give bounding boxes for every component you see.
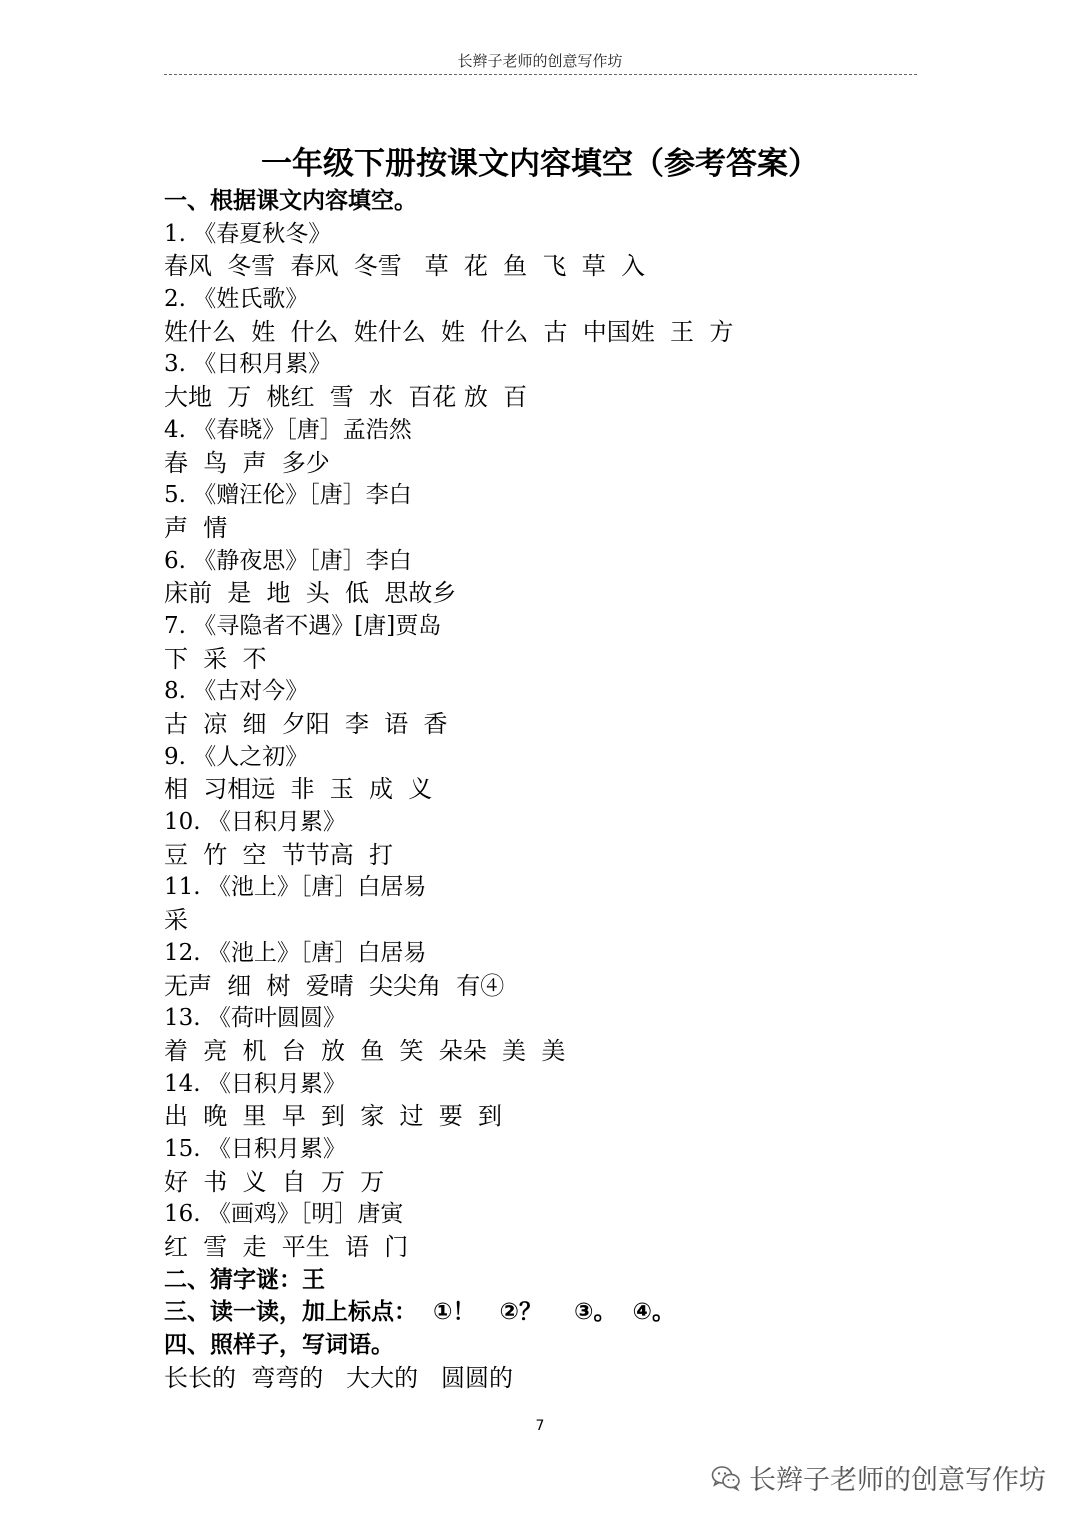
lesson-title: 5. 《赠汪伦》［唐］李白 [164,482,412,509]
answer-line: 春 鸟 声 多少 [164,448,330,477]
lesson-title: 9. 《人之初》 [164,743,309,770]
lesson-title: 2. 《姓氏歌》 [164,286,309,313]
answer-content [164,185,944,1394]
section-heading: 二、猜字谜：王 [164,1266,325,1293]
answer-line: 长长的 弯弯的 大大的 圆圆的 [164,1363,514,1392]
section-heading: 三、读一读，加上标点： ①！ ②？ ③。 ④。 [164,1299,675,1326]
page-title: 一年级下册按课文内容填空（参考答案） [261,146,819,182]
answer-line: 豆 竹 空 节节高 打 [164,840,394,869]
page-number: 7 [535,1418,545,1434]
lesson-title: 14. 《日积月累》 [164,1070,346,1097]
answer-line: 出 晚 里 早 到 家 过 要 到 [164,1102,503,1131]
answer-line: 大地 万 桃红 雪 水 百花 放 百 [164,383,528,412]
lesson-title: 6. 《静夜思》［唐］李白 [164,547,412,574]
lesson-title: 10. 《日积月累》 [164,809,346,836]
answer-line: 春风 冬雪 春风 冬雪 草 花 鱼 飞 草 入 [164,252,645,281]
lesson-title: 16. 《画鸡》［明］唐寅 [164,1201,404,1228]
answer-line: 无声 细 树 爱晴 尖尖角 有④ [164,971,505,1000]
lesson-title: 12. 《池上》［唐］白居易 [164,939,427,966]
answer-line: 古 凉 细 夕阳 李 语 香 [164,710,448,738]
lesson-title: 7. 《寻隐者不遇》[唐]贾岛 [164,612,442,639]
lesson-title: 11. 《池上》［唐］白居易 [164,874,427,901]
section-heading: 四、照样子，写词语。 [164,1332,394,1359]
section-heading: 一、根据课文内容填空。 [164,188,417,214]
answer-line: 好 书 义 自 万 万 [164,1167,385,1196]
answer-line: 下 采 不 [164,644,267,673]
lesson-title: 8. 《古对今》 [164,678,309,705]
lesson-title: 15. 《日积月累》 [164,1135,346,1162]
lesson-title: 3. 《日积月累》 [164,351,332,378]
lesson-title: 13. 《荷叶圆圆》 [164,1005,346,1032]
running-header: 长辫子老师的创意写作坊 [457,52,623,70]
watermark-text: 长辫子老师的创意写作坊 [749,1465,1046,1496]
answer-line: 声 情 [164,513,228,542]
answer-line: 床前 是 地 头 低 思故乡 [164,579,457,608]
answer-line: 相 习相远 非 玉 成 义 [164,775,433,804]
lesson-title: 1. 《春夏秋冬》 [164,220,332,247]
answer-line: 采 [164,906,188,935]
answer-line: 着 亮 机 台 放 鱼 笑 朵朵 美 美 [164,1036,566,1065]
wechat-icon [711,1465,741,1491]
watermark [711,1458,1046,1497]
header-divider [164,74,917,75]
answer-line: 红 雪 走 平生 语 门 [164,1233,409,1261]
answer-line: 姓什么 姓 什么 姓什么 姓 什么 古 中国姓 王 方 [164,317,734,346]
lesson-title: 4. 《春晓》［唐］孟浩然 [164,416,412,443]
